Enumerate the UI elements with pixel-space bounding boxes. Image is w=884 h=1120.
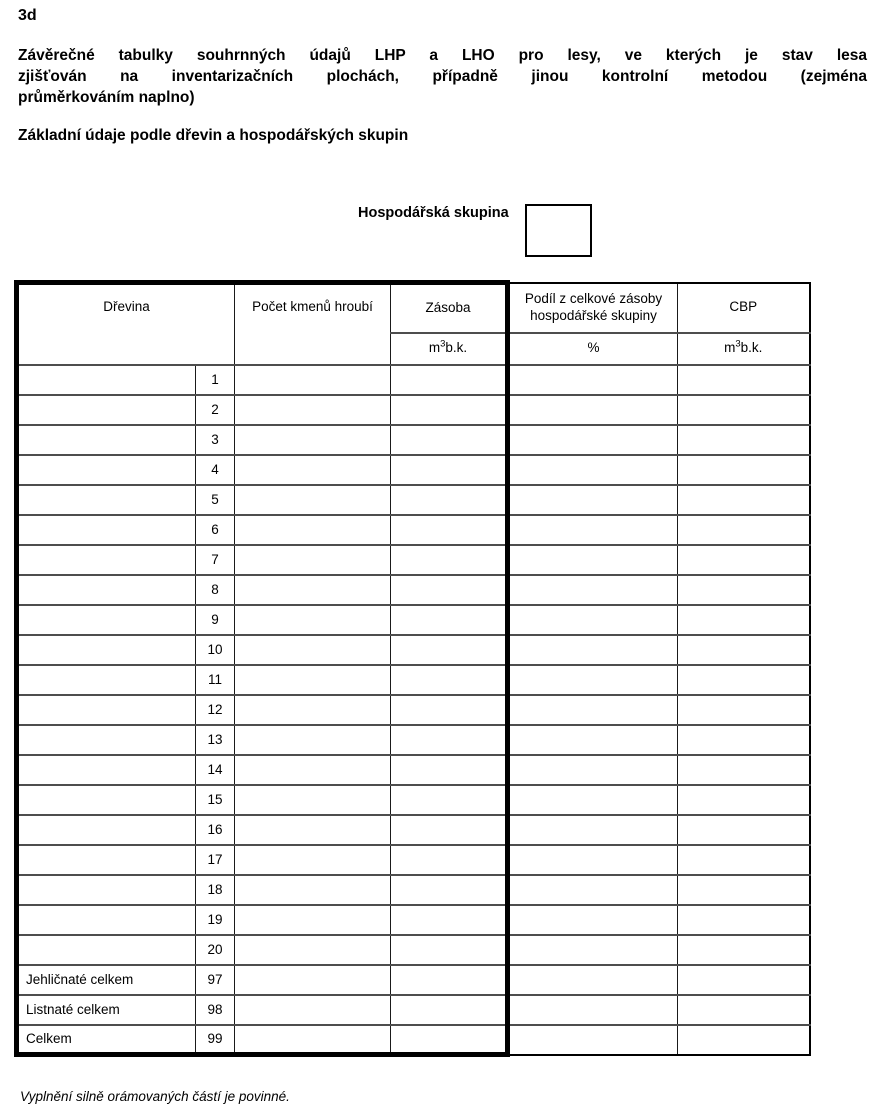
species-name-cell <box>17 605 196 635</box>
group-input-box[interactable] <box>525 204 592 257</box>
species-code-cell: 6 <box>196 515 235 545</box>
podil-input-cell[interactable] <box>508 455 678 485</box>
zasoba-input-cell[interactable] <box>391 395 508 425</box>
podil-input-cell[interactable] <box>508 845 678 875</box>
table-row <box>17 755 810 785</box>
species-code-cell: 12 <box>196 695 235 725</box>
pocet-input-cell[interactable] <box>235 425 391 455</box>
species-name-cell <box>17 365 196 395</box>
cbp-input-cell[interactable] <box>678 635 810 665</box>
table-row <box>17 515 810 545</box>
zasoba-input-cell[interactable] <box>391 965 508 995</box>
unit-zasoba-sup: 3 <box>440 338 446 350</box>
unit-zasoba <box>391 333 508 365</box>
podil-input-cell[interactable] <box>508 935 678 965</box>
zasoba-input-cell[interactable] <box>391 575 508 605</box>
podil-input-cell[interactable] <box>508 395 678 425</box>
species-code-cell: 11 <box>196 665 235 695</box>
col-header-drevina: Dřevina <box>17 283 235 365</box>
species-code-cell: 7 <box>196 545 235 575</box>
zasoba-input-cell[interactable] <box>391 425 508 455</box>
table-row <box>17 935 810 965</box>
species-name-cell <box>17 875 196 905</box>
cbp-input-cell[interactable] <box>678 845 810 875</box>
zasoba-input-cell[interactable] <box>391 455 508 485</box>
table-header <box>17 283 810 365</box>
table-row <box>17 815 810 845</box>
species-name-cell <box>17 635 196 665</box>
cbp-input-cell[interactable] <box>678 905 810 935</box>
species-name-cell <box>17 485 196 515</box>
species-name-cell <box>17 695 196 725</box>
zasoba-input-cell[interactable] <box>391 1025 508 1055</box>
zasoba-input-cell[interactable] <box>391 845 508 875</box>
zasoba-input-cell[interactable] <box>391 545 508 575</box>
cbp-input-cell[interactable] <box>678 695 810 725</box>
species-name-cell <box>17 905 196 935</box>
podil-input-cell[interactable] <box>508 485 678 515</box>
table-body <box>17 365 810 1055</box>
pocet-input-cell[interactable] <box>235 575 391 605</box>
species-name-cell <box>17 665 196 695</box>
col-header-podil: Podíl z celkové zásoby hospodářské skupiny <box>508 283 678 333</box>
species-code-cell: 18 <box>196 875 235 905</box>
zasoba-input-cell[interactable] <box>391 785 508 815</box>
species-name-cell <box>17 785 196 815</box>
pocet-input-cell[interactable] <box>235 365 391 395</box>
species-code-cell: 19 <box>196 905 235 935</box>
podil-input-cell[interactable] <box>508 665 678 695</box>
unit-cbp-sup: 3 <box>735 338 741 350</box>
cbp-input-cell[interactable] <box>678 1025 810 1055</box>
cbp-input-cell[interactable] <box>678 425 810 455</box>
species-name-cell: Celkem <box>17 1025 196 1055</box>
form-title-line-3: průměrkováním naplno) <box>18 89 195 106</box>
pocet-input-cell[interactable] <box>235 395 391 425</box>
podil-input-cell[interactable] <box>508 725 678 755</box>
species-code-cell: 14 <box>196 755 235 785</box>
species-name-cell: Listnaté celkem <box>17 995 196 1025</box>
zasoba-input-cell[interactable] <box>391 755 508 785</box>
zasoba-input-cell[interactable] <box>391 905 508 935</box>
group-label: Hospodářská skupina <box>358 205 509 221</box>
species-name-cell <box>17 515 196 545</box>
table-row <box>17 635 810 665</box>
species-name-cell: Jehličnaté celkem <box>17 965 196 995</box>
podil-input-cell[interactable] <box>508 575 678 605</box>
cbp-input-cell[interactable] <box>678 875 810 905</box>
table-row <box>17 785 810 815</box>
form-title-line-2: zjišťován na inventarizačních plochách, případně jinou kontrolní metodou (zejména <box>18 68 867 85</box>
table-row <box>17 995 810 1025</box>
pocet-input-cell[interactable] <box>235 785 391 815</box>
pocet-input-cell[interactable] <box>235 965 391 995</box>
podil-input-cell[interactable] <box>508 905 678 935</box>
species-name-cell <box>17 425 196 455</box>
cbp-input-cell[interactable] <box>678 665 810 695</box>
cbp-input-cell[interactable] <box>678 755 810 785</box>
cbp-input-cell[interactable] <box>678 965 810 995</box>
table-row <box>17 455 810 485</box>
unit-zasoba-rest: b.k. <box>445 340 468 356</box>
zasoba-input-cell[interactable] <box>391 815 508 845</box>
species-name-cell <box>17 935 196 965</box>
cbp-input-cell[interactable] <box>678 365 810 395</box>
summary-table <box>14 280 811 1057</box>
podil-input-cell[interactable] <box>508 785 678 815</box>
species-code-cell: 20 <box>196 935 235 965</box>
species-code-cell: 10 <box>196 635 235 665</box>
cbp-input-cell[interactable] <box>678 545 810 575</box>
cbp-input-cell[interactable] <box>678 605 810 635</box>
cbp-input-cell[interactable] <box>678 725 810 755</box>
cbp-input-cell[interactable] <box>678 515 810 545</box>
podil-input-cell[interactable] <box>508 815 678 845</box>
podil-input-cell[interactable] <box>508 515 678 545</box>
zasoba-input-cell[interactable] <box>391 605 508 635</box>
podil-input-cell[interactable] <box>508 755 678 785</box>
pocet-input-cell[interactable] <box>235 905 391 935</box>
pocet-input-cell[interactable] <box>235 845 391 875</box>
zasoba-input-cell[interactable] <box>391 635 508 665</box>
form-title-line-1: Závěrečné tabulky souhrnných údajů LHP a LHO pro lesy, ve kterých je stav lesa <box>18 47 867 64</box>
podil-input-cell[interactable] <box>508 1025 678 1055</box>
species-code-cell: 9 <box>196 605 235 635</box>
species-name-cell <box>17 755 196 785</box>
table-row <box>17 695 810 725</box>
podil-input-cell[interactable] <box>508 425 678 455</box>
species-name-cell <box>17 845 196 875</box>
species-name-cell <box>17 545 196 575</box>
species-name-cell <box>17 815 196 845</box>
zasoba-input-cell[interactable] <box>391 875 508 905</box>
pocet-input-cell[interactable] <box>235 755 391 785</box>
form-title <box>18 45 867 108</box>
pocet-input-cell[interactable] <box>235 665 391 695</box>
pocet-input-cell[interactable] <box>235 695 391 725</box>
pocet-input-cell[interactable] <box>235 995 391 1025</box>
table-row <box>17 575 810 605</box>
table-row <box>17 725 810 755</box>
pocet-input-cell[interactable] <box>235 515 391 545</box>
cbp-input-cell[interactable] <box>678 575 810 605</box>
pocet-input-cell[interactable] <box>235 485 391 515</box>
zasoba-input-cell[interactable] <box>391 695 508 725</box>
species-name-cell <box>17 395 196 425</box>
footer-note: Vyplnění silně orámovaných částí je povinné. <box>20 1089 290 1104</box>
zasoba-input-cell[interactable] <box>391 725 508 755</box>
unit-zasoba-base: m <box>428 340 441 356</box>
pocet-input-cell[interactable] <box>235 935 391 965</box>
species-name-cell <box>17 575 196 605</box>
species-code-cell: 5 <box>196 485 235 515</box>
unit-cbp-rest: b.k. <box>740 340 763 356</box>
zasoba-input-cell[interactable] <box>391 995 508 1025</box>
cbp-input-cell[interactable] <box>678 485 810 515</box>
species-code-cell: 15 <box>196 785 235 815</box>
cbp-input-cell[interactable] <box>678 935 810 965</box>
table-row <box>17 545 810 575</box>
cbp-input-cell[interactable] <box>678 455 810 485</box>
zasoba-input-cell[interactable] <box>391 485 508 515</box>
cbp-input-cell[interactable] <box>678 395 810 425</box>
zasoba-input-cell[interactable] <box>391 515 508 545</box>
species-code-cell: 17 <box>196 845 235 875</box>
podil-input-cell[interactable] <box>508 965 678 995</box>
podil-input-cell[interactable] <box>508 605 678 635</box>
podil-input-cell[interactable] <box>508 995 678 1025</box>
podil-input-cell[interactable] <box>508 875 678 905</box>
table-row <box>17 845 810 875</box>
podil-input-cell[interactable] <box>508 695 678 725</box>
table-row <box>17 395 810 425</box>
zasoba-input-cell[interactable] <box>391 665 508 695</box>
table-row <box>17 875 810 905</box>
species-code-cell: 8 <box>196 575 235 605</box>
table-row <box>17 425 810 455</box>
col-header-zasoba: Zásoba <box>391 283 508 333</box>
pocet-input-cell[interactable] <box>235 815 391 845</box>
pocet-input-cell[interactable] <box>235 455 391 485</box>
table-row <box>17 905 810 935</box>
cbp-input-cell[interactable] <box>678 785 810 815</box>
species-name-cell <box>17 455 196 485</box>
species-code-cell: 2 <box>196 395 235 425</box>
species-code-cell: 4 <box>196 455 235 485</box>
table-row <box>17 485 810 515</box>
species-code-cell: 13 <box>196 725 235 755</box>
podil-input-cell[interactable] <box>508 365 678 395</box>
cbp-input-cell[interactable] <box>678 995 810 1025</box>
pocet-input-cell[interactable] <box>235 875 391 905</box>
species-code-cell: 97 <box>196 965 235 995</box>
podil-input-cell[interactable] <box>508 545 678 575</box>
species-code-cell: 99 <box>196 1025 235 1055</box>
species-code-cell: 1 <box>196 365 235 395</box>
col-header-cbp: CBP <box>678 283 810 333</box>
zasoba-input-cell[interactable] <box>391 365 508 395</box>
pocet-input-cell[interactable] <box>235 725 391 755</box>
unit-cbp-base: m <box>724 340 736 356</box>
unit-cbp <box>678 333 810 365</box>
podil-input-cell[interactable] <box>508 635 678 665</box>
species-code-cell: 16 <box>196 815 235 845</box>
zasoba-input-cell[interactable] <box>391 935 508 965</box>
cbp-input-cell[interactable] <box>678 815 810 845</box>
table-row <box>17 965 810 995</box>
table-row <box>17 1025 810 1055</box>
species-name-cell <box>17 725 196 755</box>
table-row <box>17 665 810 695</box>
species-code-cell: 98 <box>196 995 235 1025</box>
form-subtitle: Základní údaje podle dřevin a hospodářských skupin <box>18 127 409 144</box>
section-number: 3d <box>18 7 37 24</box>
table-row <box>17 365 810 395</box>
species-code-cell: 3 <box>196 425 235 455</box>
pocet-input-cell[interactable] <box>235 1025 391 1055</box>
unit-podil: % <box>508 333 678 365</box>
table-row <box>17 605 810 635</box>
pocet-input-cell[interactable] <box>235 635 391 665</box>
col-header-pocet: Počet kmenů hroubí <box>235 283 391 365</box>
pocet-input-cell[interactable] <box>235 545 391 575</box>
pocet-input-cell[interactable] <box>235 605 391 635</box>
